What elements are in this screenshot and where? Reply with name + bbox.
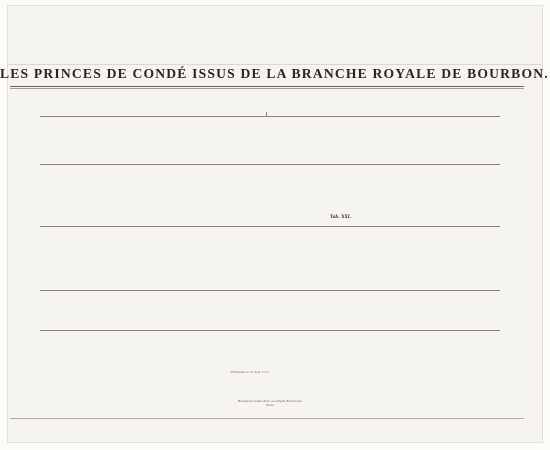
bottom-rule — [10, 418, 524, 419]
branch-line-2 — [40, 164, 500, 165]
title-rule-thin — [10, 88, 524, 89]
branch-line-1 — [40, 116, 500, 117]
fold-line — [8, 64, 542, 65]
page-title: LES PRINCES DE CONDÉ ISSUS DE LA BRANCHE ROYALE DE BOURBON. — [0, 66, 549, 81]
root-block — [150, 92, 382, 112]
caption-line-2: Gravé — [266, 404, 274, 408]
branch-line-5 — [40, 330, 500, 331]
last-row-block — [40, 352, 460, 366]
louis3-block — [40, 268, 270, 288]
henri-jules-block — [40, 252, 200, 266]
henri1-block — [40, 120, 150, 162]
louis2-block — [40, 230, 180, 250]
branch-drop-1 — [266, 112, 267, 116]
charles-enghien-block — [152, 120, 176, 158]
gen2-mid-block — [186, 168, 406, 184]
branch-line-4 — [40, 290, 500, 291]
center-title: D'Enghien le 10 Aout 1772. — [230, 370, 270, 374]
henri2-block — [40, 188, 320, 204]
caption — [120, 400, 420, 408]
table-label: Tab. XXI. — [330, 214, 352, 219]
caption-line-1: Marquis de Condé, Bosc, ex scripsit, Boret sculp. — [237, 400, 303, 403]
branch-line-3 — [40, 226, 500, 227]
gen2-left-block — [40, 168, 180, 184]
louis-joseph-block — [40, 334, 370, 348]
francois-conti-block — [195, 120, 355, 144]
title-rule — [10, 86, 524, 87]
louis-henri-block — [40, 294, 260, 326]
